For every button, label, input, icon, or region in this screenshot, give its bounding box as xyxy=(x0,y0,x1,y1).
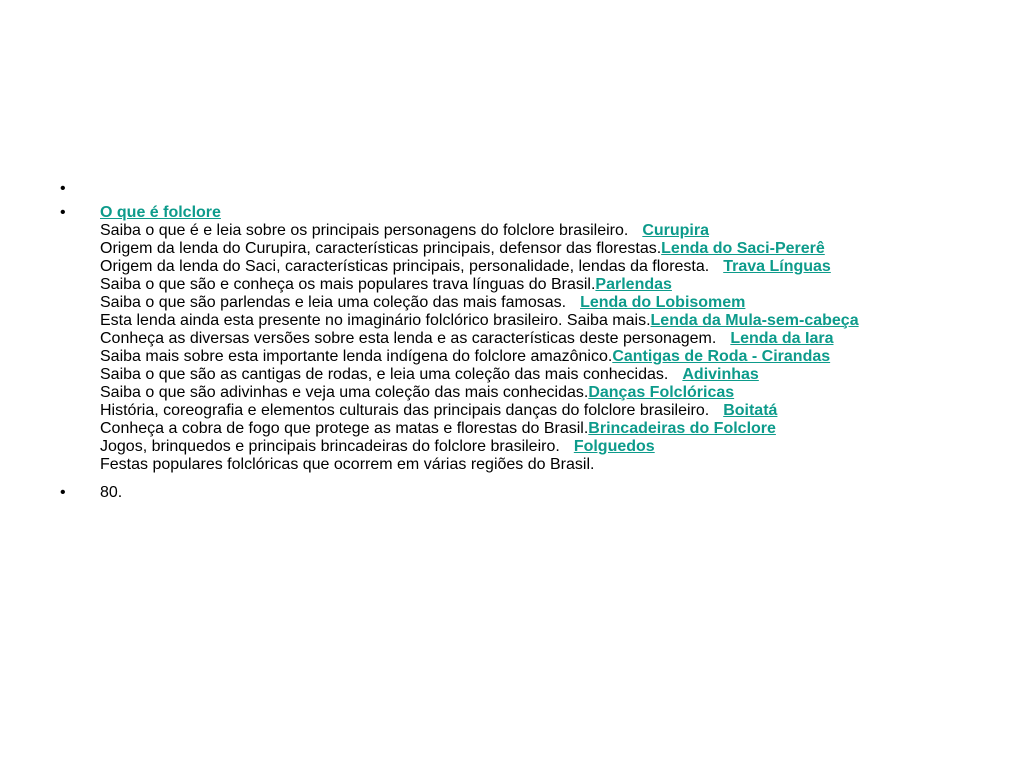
list-item-empty xyxy=(0,180,950,204)
desc-lenda-da-mula-sem-cabeca: Conheça as diversas versões sobre esta lenda e as características deste personagem. xyxy=(100,330,717,347)
desc-folguedos: Festas populares folclóricas que ocorrem em várias regiões do Brasil. xyxy=(100,456,595,473)
desc-brincadeiras-do-folclore: Jogos, brinquedos e principais brincadeiras do folclore brasileiro. xyxy=(100,438,560,455)
list-item-number-text: 80. xyxy=(100,484,123,501)
desc-lenda-do-lobisomem: Esta lenda ainda esta presente no imaginário folclórico brasileiro. Saiba mais. xyxy=(100,312,651,329)
desc-boitata: Conheça a cobra de fogo que protege as matas e florestas do Brasil. xyxy=(100,420,589,437)
link-cantigas-de-roda[interactable]: Cantigas de Roda - Cirandas xyxy=(612,348,831,365)
link-brincadeiras-do-folclore[interactable]: Brincadeiras do Folclore xyxy=(588,420,776,437)
link-lenda-do-saci-perere[interactable]: Lenda do Saci-Pererê xyxy=(661,240,825,257)
desc-lenda-da-iara: Saiba mais sobre esta importante lenda indígena do folclore amazônico. xyxy=(100,348,613,365)
bullet-icon: • xyxy=(60,204,66,221)
desc-cantigas-de-roda: Saiba o que são as cantigas de rodas, e leia uma coleção das mais conhecidas. xyxy=(100,366,669,383)
link-lenda-do-lobisomem[interactable]: Lenda do Lobisomem xyxy=(580,294,746,311)
bullet-icon: • xyxy=(60,484,66,501)
link-dancas-folcloricas[interactable]: Danças Folclóricas xyxy=(588,384,735,401)
folklore-links-block xyxy=(100,204,950,474)
link-lenda-da-iara[interactable]: Lenda da Iara xyxy=(730,330,834,347)
desc-o-que-e-folclore: Saiba o que é e leia sobre os principais personagens do folclore brasileiro. xyxy=(100,222,629,239)
link-curupira[interactable]: Curupira xyxy=(642,222,709,239)
bullet-icon: • xyxy=(60,180,66,197)
link-o-que-e-folclore[interactable]: O que é folclore xyxy=(100,204,221,221)
desc-parlendas: Saiba o que são parlendas e leia uma coleção das mais famosas. xyxy=(100,294,567,311)
desc-trava-linguas: Saiba o que são e conheça os mais populares trava línguas do Brasil. xyxy=(100,276,596,293)
list-item-number xyxy=(0,484,950,502)
desc-dancas-folcloricas: História, coreografia e elementos culturais das principais danças do folclore brasileiro. xyxy=(100,402,710,419)
desc-curupira: Origem da lenda do Curupira, características principais, defensor das florestas. xyxy=(100,240,662,257)
desc-adivinhas: Saiba o que são adivinhas e veja uma coleção das mais conhecidas. xyxy=(100,384,589,401)
link-lenda-da-mula-sem-cabeca[interactable]: Lenda da Mula-sem-cabeça xyxy=(650,312,859,329)
list-item-links xyxy=(0,204,950,484)
link-boitata[interactable]: Boitatá xyxy=(723,402,778,419)
link-adivinhas[interactable]: Adivinhas xyxy=(682,366,759,383)
link-folguedos[interactable]: Folguedos xyxy=(573,438,655,455)
slide-content xyxy=(0,180,1024,502)
desc-lenda-do-saci-perere: Origem da lenda do Saci, características principais, personalidade, lendas da floresta. xyxy=(100,258,710,275)
link-parlendas[interactable]: Parlendas xyxy=(595,276,672,293)
link-trava-linguas[interactable]: Trava Línguas xyxy=(723,258,831,275)
